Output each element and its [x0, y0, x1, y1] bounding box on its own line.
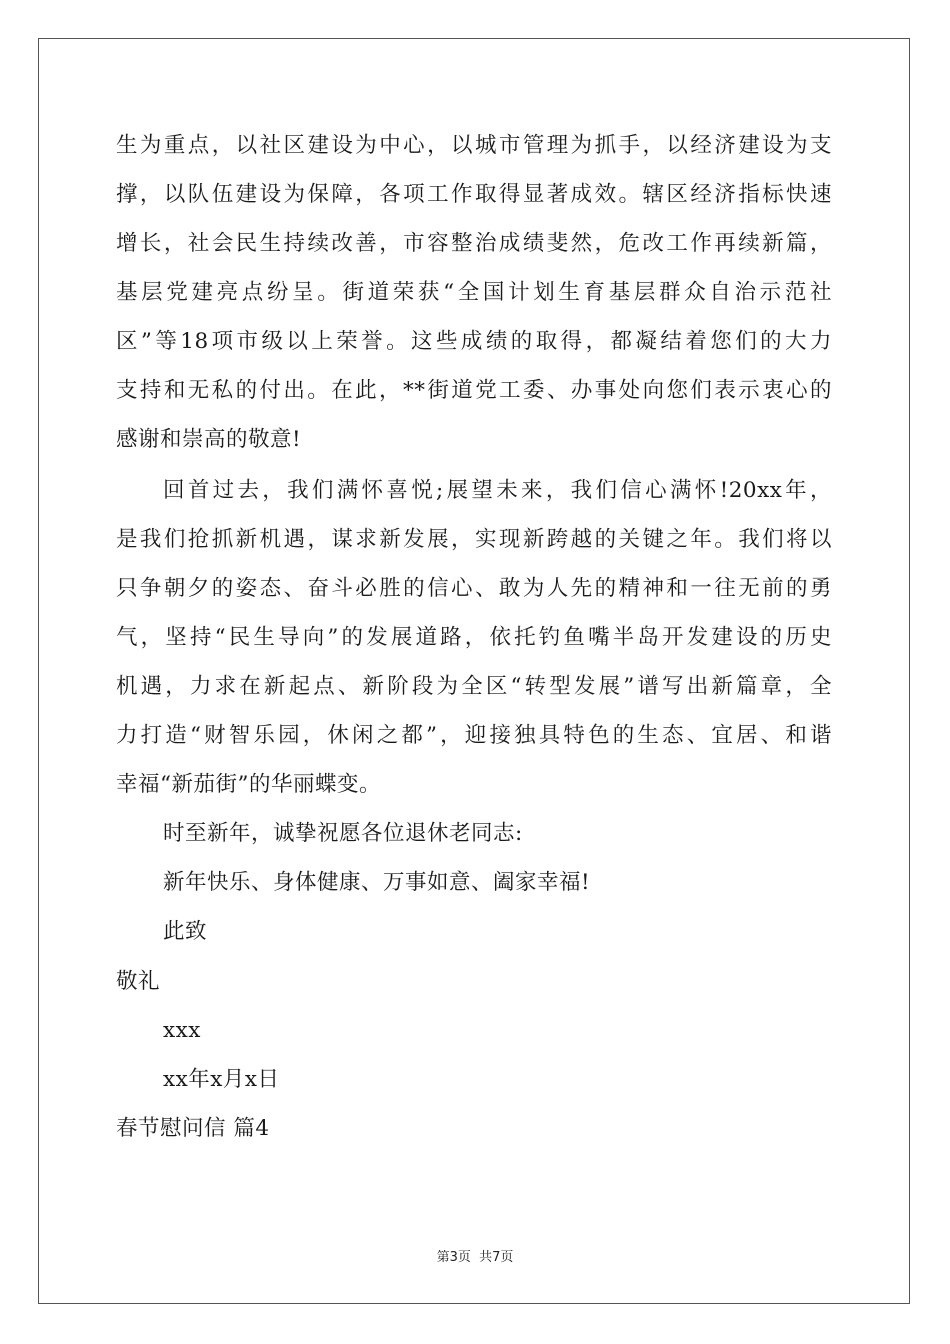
paragraph-line: 生为重点，以社区建设为中心，以城市管理为抓手，以经济建设为支 — [116, 133, 832, 158]
paragraph-line: 区”等18项市级以上荣誉。这些成绩的取得，都凝结着您们的大力 — [116, 329, 832, 354]
paragraph-line: 气，坚持“民生导向”的发展道路，依托钓鱼嘴半岛开发建设的历史 — [116, 625, 832, 650]
paragraph-line: 撑，以队伍建设为保障，各项工作取得显著成效。辖区经济指标快速 — [116, 182, 832, 207]
section-heading: 春节慰问信 篇4 — [116, 1116, 270, 1141]
page-footer — [0, 1246, 950, 1265]
paragraph-line: 机遇，力求在新起点、新阶段为全区“转型发展”谱写出新篇章，全 — [116, 674, 832, 699]
paragraph-line: 基层党建亮点纷呈。街道荣获“全国计划生育基层群众自治示范社 — [116, 280, 832, 305]
closing-phrase: 此致 — [163, 919, 208, 944]
paragraph-line: 力打造“财智乐园，休闲之都”，迎接独具特色的生态、宜居、和谐 — [116, 723, 832, 748]
paragraph-line: 是我们抢抓新机遇，谋求新发展，实现新跨越的关键之年。我们将以 — [116, 527, 832, 552]
paragraph-line: 只争朝夕的姿态、奋斗必胜的信心、敢为人先的精神和一往无前的勇 — [116, 576, 832, 601]
greeting-line: 时至新年，诚挚祝愿各位退休老同志: — [163, 821, 523, 846]
signature: xxx — [163, 1018, 201, 1043]
paragraph-line: 幸福“新茄街”的华丽蝶变。 — [116, 772, 381, 797]
paragraph-line: 支持和无私的付出。在此，**街道党工委、办事处向您们表示衷心的 — [116, 378, 832, 403]
page-total: 共7页 — [479, 1250, 514, 1265]
salutation: 敬礼 — [116, 969, 161, 994]
wishes-line: 新年快乐、身体健康、万事如意、阖家幸福! — [163, 870, 591, 895]
date-line: xx年x月x日 — [163, 1067, 280, 1092]
paragraph-line: 增长，社会民生持续改善，市容整治成绩斐然，危改工作再续新篇， — [116, 231, 832, 256]
paragraph-line: 感谢和崇高的敬意! — [116, 427, 302, 452]
paragraph-line: 回首过去，我们满怀喜悦;展望未来，我们信心满怀!20xx年， — [163, 478, 832, 503]
page-number: 第3页 — [436, 1250, 471, 1265]
